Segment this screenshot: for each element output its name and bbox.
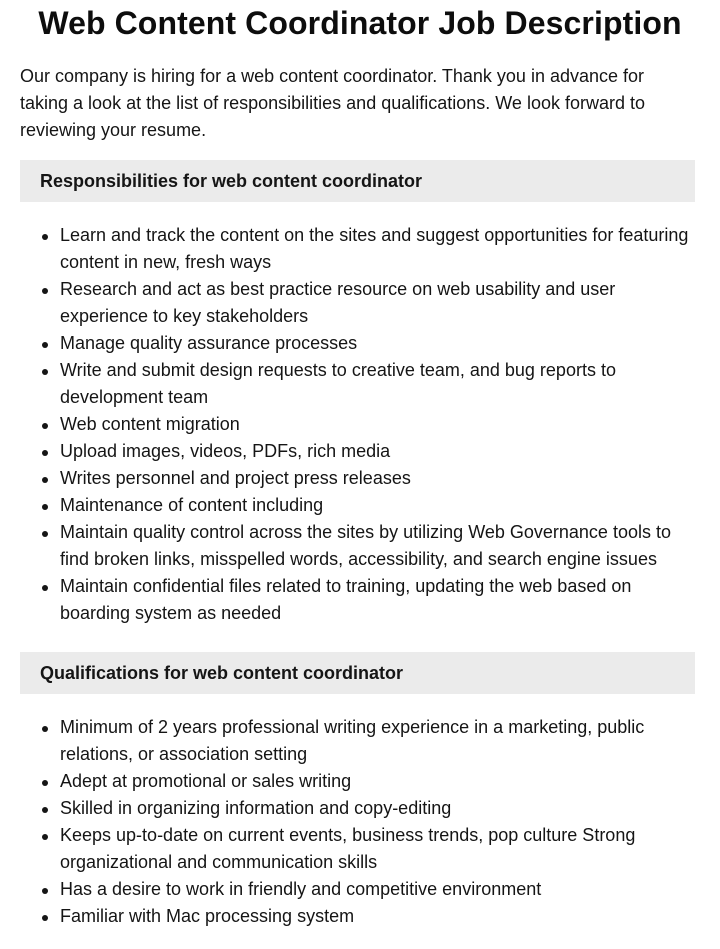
list-item <box>20 465 695 492</box>
bullet-icon <box>42 234 48 240</box>
list-item <box>20 822 695 876</box>
list-item-text: Keeps up-to-date on current events, business trends, pop culture Strong organizational and communication skills <box>60 825 636 872</box>
list-item-text: Maintenance of content including <box>60 495 324 515</box>
list-item-text: Write and submit design requests to creative team, and bug reports to development team <box>60 360 616 407</box>
list-item-text: Familiar with Mac processing system <box>60 906 355 926</box>
list-item-text: Maintain confidential files related to training, updating the web based on boarding system as needed <box>60 576 632 623</box>
list-item-text: Minimum of 2 years professional writing experience in a marketing, public relations, or association setting <box>60 717 645 764</box>
list-item-text: Upload images, videos, PDFs, rich media <box>60 441 391 461</box>
list-item-text: Skilled in organizing information and copy-editing <box>60 798 452 818</box>
list-item <box>20 222 695 276</box>
bullet-icon <box>42 807 48 813</box>
qualifications-heading: Qualifications for web content coordinator <box>20 652 695 694</box>
responsibilities-list <box>20 222 695 627</box>
list-item <box>20 903 695 930</box>
responsibilities-heading: Responsibilities for web content coordinator <box>20 160 695 202</box>
bullet-icon <box>42 450 48 456</box>
list-item-text: Has a desire to work in friendly and competitive environment <box>60 879 542 899</box>
bullet-icon <box>42 834 48 840</box>
list-item <box>20 519 695 573</box>
list-item-text: Writes personnel and project press releases <box>60 468 411 488</box>
bullet-icon <box>42 369 48 375</box>
list-item <box>20 768 695 795</box>
bullet-icon <box>42 780 48 786</box>
list-item <box>20 492 695 519</box>
page-title: Web Content Coordinator Job Description <box>38 5 682 41</box>
bullet-icon <box>42 504 48 510</box>
list-item <box>20 714 695 768</box>
list-item <box>20 795 695 822</box>
bullet-icon <box>42 888 48 894</box>
bullet-icon <box>42 531 48 537</box>
bullet-icon <box>42 342 48 348</box>
intro-paragraph: Our company is hiring for a web content coordinator. Thank you in advance for taking a look at the list of responsibilities and qualifications. We look forward to reviewing your resume. <box>20 66 645 140</box>
bullet-icon <box>42 915 48 921</box>
list-item <box>20 330 695 357</box>
list-item-text: Web content migration <box>60 414 240 434</box>
list-item <box>20 573 695 627</box>
list-item-text: Learn and track the content on the sites and suggest opportunities for featuring content in new, fresh ways <box>60 225 689 272</box>
list-item <box>20 438 695 465</box>
bullet-icon <box>42 726 48 732</box>
list-item-text: Maintain quality control across the sites by utilizing Web Governance tools to find broken links, misspelled words, accessibility, and search engine issues <box>60 522 671 569</box>
bullet-icon <box>42 585 48 591</box>
list-item <box>20 357 695 411</box>
bullet-icon <box>42 477 48 483</box>
bullet-icon <box>42 288 48 294</box>
qualifications-list <box>20 714 695 930</box>
list-item <box>20 876 695 903</box>
list-item-text: Manage quality assurance processes <box>60 333 358 353</box>
list-item <box>20 411 695 438</box>
list-item <box>20 276 695 330</box>
list-item-text: Research and act as best practice resource on web usability and user experience to key stakeholders <box>60 279 616 326</box>
bullet-icon <box>42 423 48 429</box>
list-item-text: Adept at promotional or sales writing <box>60 771 352 791</box>
